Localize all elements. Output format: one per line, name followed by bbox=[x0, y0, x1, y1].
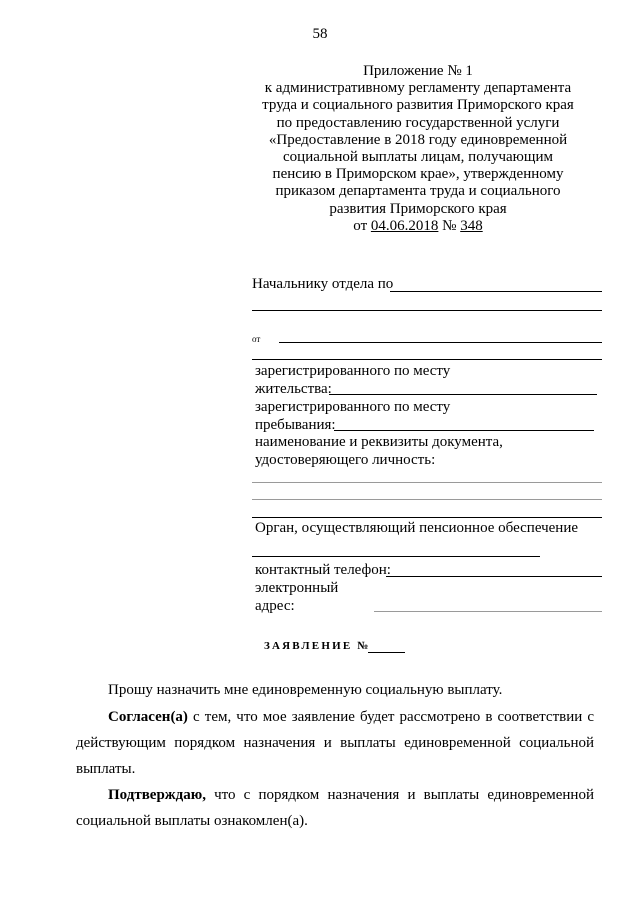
date-prefix: от bbox=[353, 217, 371, 234]
appendix-header bbox=[246, 63, 590, 235]
from-field[interactable] bbox=[279, 342, 602, 343]
appendix-line: развития Приморского края bbox=[329, 200, 507, 217]
stay-field[interactable] bbox=[334, 430, 594, 431]
from-field-continued[interactable] bbox=[252, 359, 602, 360]
pension-body-label: Орган, осуществляющий пенсионное обеспечение bbox=[255, 520, 579, 536]
appendix-line: труда и социального развития Приморского края bbox=[262, 97, 574, 114]
paragraph-consent bbox=[76, 704, 594, 782]
appendix-line: по предоставлению государственной услуги bbox=[276, 114, 560, 131]
phone-field[interactable] bbox=[386, 576, 602, 577]
appendix-line: к административному регламенту департамента bbox=[264, 80, 572, 97]
email-field[interactable] bbox=[374, 611, 602, 612]
id-doc-field-line1[interactable] bbox=[252, 482, 602, 483]
paragraph-request: Прошу назначить мне единовременную социальную выплату. bbox=[108, 682, 503, 698]
addressee-field-continued[interactable] bbox=[252, 310, 602, 311]
email-label-line1: электронный bbox=[255, 580, 339, 596]
confirm-keyword: Подтверждаю, bbox=[108, 787, 206, 803]
id-doc-field-line2[interactable] bbox=[252, 499, 602, 500]
pension-body-field[interactable] bbox=[252, 556, 540, 557]
statement-number-field[interactable] bbox=[368, 652, 405, 653]
appendix-line: пенсию в Приморском крае», утвержденному bbox=[272, 166, 564, 183]
addressee-label: Начальнику отдела по bbox=[252, 276, 394, 292]
stay-label-line2: пребывания: bbox=[255, 417, 336, 433]
residence-label-line2: жительства: bbox=[255, 381, 332, 397]
approval-number: 348 bbox=[460, 217, 483, 234]
residence-field[interactable] bbox=[329, 394, 597, 395]
appendix-line: социальной выплаты лицам, получающим bbox=[283, 149, 553, 166]
appendix-line: Приложение № 1 bbox=[363, 63, 473, 79]
consent-text: с тем, что мое заявление будет рассмотрено в соответствии с действующим порядком назначения и выплаты единовременной социальной выплаты. bbox=[76, 709, 594, 777]
phone-label: контактный телефон: bbox=[255, 562, 391, 578]
statement-title: ЗАЯВЛЕНИЕ № bbox=[264, 640, 371, 652]
appendix-line: «Предоставление в 2018 году единовременной bbox=[268, 131, 568, 148]
email-label-line2: адрес: bbox=[255, 598, 295, 614]
paragraph-confirm bbox=[76, 782, 594, 834]
id-doc-field-line3[interactable] bbox=[252, 517, 602, 518]
appendix-line: приказом департамента труда и социального bbox=[275, 183, 561, 200]
confirm-text: что с порядком назначения и выплаты единовременной социальной выплаты ознакомлен(а). bbox=[76, 787, 594, 829]
addressee-field[interactable] bbox=[390, 291, 602, 292]
residence-label-line1: зарегистрированного по месту bbox=[255, 363, 451, 379]
approval-date-line bbox=[246, 218, 590, 235]
id-doc-label-line2: удостоверяющего личность: bbox=[255, 452, 436, 468]
consent-keyword: Согласен(а) bbox=[108, 709, 188, 725]
number-sign: № bbox=[438, 217, 461, 234]
stay-label-line1: зарегистрированного по месту bbox=[255, 399, 451, 415]
from-label: от bbox=[252, 334, 261, 344]
approval-date: 04.06.2018 bbox=[370, 217, 439, 234]
page-number: 58 bbox=[312, 26, 328, 42]
id-doc-label-line1: наименование и реквизиты документа, bbox=[255, 434, 503, 450]
